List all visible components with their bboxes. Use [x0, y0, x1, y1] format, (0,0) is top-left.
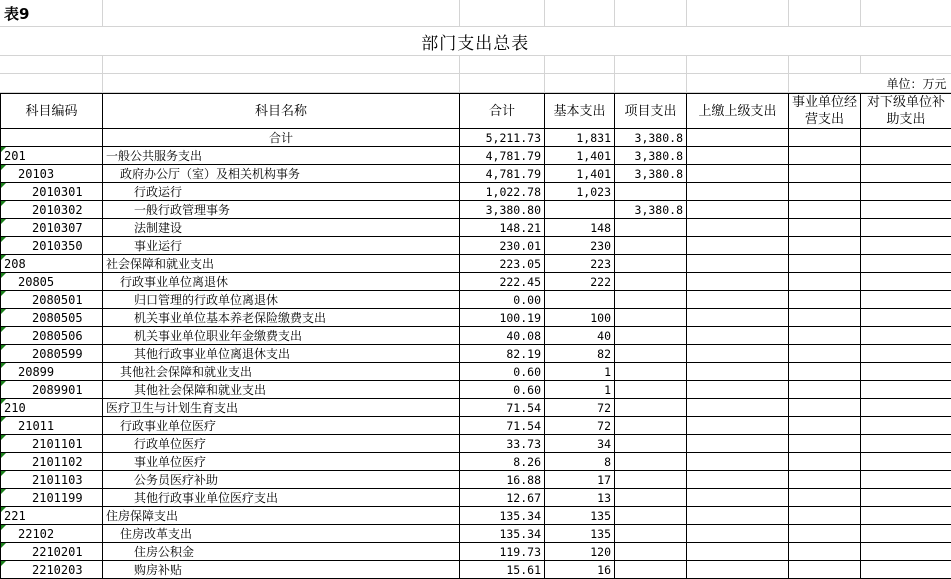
table-row[interactable]	[1, 561, 951, 579]
cell-subsidy[interactable]	[861, 183, 951, 201]
cell-total[interactable]: 1,022.78	[460, 183, 545, 201]
cell-project[interactable]	[615, 417, 687, 435]
cell-upper[interactable]	[687, 471, 789, 489]
cell-upper[interactable]	[687, 309, 789, 327]
cell-subsidy[interactable]	[861, 471, 951, 489]
cell-code[interactable]: 2101199	[1, 489, 103, 507]
table-row[interactable]	[1, 291, 951, 309]
unit-label: 单位：万元	[788, 74, 951, 93]
cell-total[interactable]: 5,211.73	[460, 129, 545, 147]
cell-business[interactable]	[789, 507, 861, 525]
cell-code[interactable]: 20805	[1, 273, 103, 291]
cell-basic[interactable]: 72	[545, 417, 615, 435]
cell-upper[interactable]	[687, 507, 789, 525]
cell-upper[interactable]	[687, 489, 789, 507]
cell-name[interactable]: 事业运行	[103, 237, 460, 255]
cell-project[interactable]	[615, 291, 687, 309]
sheet-header-area	[0, 0, 951, 93]
cell-upper[interactable]	[687, 345, 789, 363]
cell-code[interactable]	[1, 129, 103, 147]
cell-business[interactable]	[789, 129, 861, 147]
cell-project[interactable]	[615, 435, 687, 453]
cell-code[interactable]: 22102	[1, 525, 103, 543]
cell-name[interactable]: 行政事业单位离退休	[103, 273, 460, 291]
header-subsidy: 对下级单位补助支出	[861, 94, 951, 129]
cell-name[interactable]: 医疗卫生与计划生育支出	[103, 399, 460, 417]
cell-code[interactable]: 2101103	[1, 471, 103, 489]
cell-upper[interactable]	[687, 417, 789, 435]
cell-total[interactable]: 135.34	[460, 507, 545, 525]
cell-project[interactable]	[615, 255, 687, 273]
cell-basic[interactable]: 8	[545, 453, 615, 471]
table-header-row	[1, 94, 951, 129]
cell-code[interactable]: 2210203	[1, 561, 103, 579]
cell-upper[interactable]	[687, 363, 789, 381]
cell-code[interactable]: 201	[1, 147, 103, 165]
table-row[interactable]	[1, 237, 951, 255]
cell-name[interactable]: 其他行政事业单位医疗支出	[103, 489, 460, 507]
cell-basic[interactable]: 100	[545, 309, 615, 327]
cell-business[interactable]	[789, 327, 861, 345]
cell-basic[interactable]: 40	[545, 327, 615, 345]
table-row[interactable]	[1, 147, 951, 165]
cell-basic[interactable]: 13	[545, 489, 615, 507]
cell-project[interactable]	[615, 453, 687, 471]
table-row[interactable]	[1, 507, 951, 525]
cell-subsidy[interactable]	[861, 255, 951, 273]
cell-project[interactable]	[615, 561, 687, 579]
cell-project[interactable]	[615, 237, 687, 255]
cell-name[interactable]: 其他行政事业单位离退休支出	[103, 345, 460, 363]
cell-code[interactable]: 21011	[1, 417, 103, 435]
header-business: 事业单位经营支出	[789, 94, 861, 129]
cell-business[interactable]	[789, 147, 861, 165]
cell-project[interactable]	[615, 219, 687, 237]
cell-code[interactable]: 208	[1, 255, 103, 273]
sheet-label: 表9	[0, 0, 102, 27]
cell-upper[interactable]	[687, 129, 789, 147]
cell-total[interactable]: 82.19	[460, 345, 545, 363]
cell-project[interactable]: 3,380.8	[615, 201, 687, 219]
cell-business[interactable]	[789, 165, 861, 183]
cell-code[interactable]: 2101102	[1, 453, 103, 471]
cell-total[interactable]: 3,380.80	[460, 201, 545, 219]
cell-project[interactable]	[615, 471, 687, 489]
cell-code[interactable]: 2080505	[1, 309, 103, 327]
cell-basic[interactable]: 223	[545, 255, 615, 273]
cell-subsidy[interactable]	[861, 219, 951, 237]
cell-code[interactable]: 2089901	[1, 381, 103, 399]
cell-name[interactable]: 社会保障和就业支出	[103, 255, 460, 273]
cell-code[interactable]: 2101101	[1, 435, 103, 453]
cell-subsidy[interactable]	[861, 201, 951, 219]
cell-business[interactable]	[789, 525, 861, 543]
cell-code[interactable]: 210	[1, 399, 103, 417]
cell-name[interactable]: 合计	[103, 129, 460, 147]
cell-business[interactable]	[789, 219, 861, 237]
table-row[interactable]	[1, 219, 951, 237]
cell-code[interactable]: 2010301	[1, 183, 103, 201]
cell-name[interactable]: 住房公积金	[103, 543, 460, 561]
table-row[interactable]	[1, 165, 951, 183]
cell-business[interactable]	[789, 543, 861, 561]
table-row[interactable]	[1, 327, 951, 345]
cell-subsidy[interactable]	[861, 237, 951, 255]
cell-total[interactable]: 0.60	[460, 381, 545, 399]
cell-code[interactable]: 20103	[1, 165, 103, 183]
expenditure-table	[0, 93, 951, 579]
cell-basic[interactable]	[545, 291, 615, 309]
cell-subsidy[interactable]	[861, 273, 951, 291]
cell-upper[interactable]	[687, 291, 789, 309]
cell-total[interactable]: 0.60	[460, 363, 545, 381]
cell-upper[interactable]	[687, 525, 789, 543]
cell-upper[interactable]	[687, 543, 789, 561]
cell-name[interactable]: 购房补贴	[103, 561, 460, 579]
cell-code[interactable]: 2080599	[1, 345, 103, 363]
cell-subsidy[interactable]	[861, 507, 951, 525]
cell-basic[interactable]: 230	[545, 237, 615, 255]
cell-subsidy[interactable]	[861, 399, 951, 417]
cell-subsidy[interactable]	[861, 489, 951, 507]
cell-upper[interactable]	[687, 255, 789, 273]
cell-name[interactable]: 其他社会保障和就业支出	[103, 363, 460, 381]
table-row[interactable]	[1, 363, 951, 381]
cell-subsidy[interactable]	[861, 381, 951, 399]
cell-business[interactable]	[789, 255, 861, 273]
cell-name[interactable]: 归口管理的行政单位离退休	[103, 291, 460, 309]
cell-business[interactable]	[789, 381, 861, 399]
cell-basic[interactable]	[545, 201, 615, 219]
table-row[interactable]	[1, 525, 951, 543]
table-row[interactable]	[1, 489, 951, 507]
cell-name[interactable]: 事业单位医疗	[103, 453, 460, 471]
cell-total[interactable]: 100.19	[460, 309, 545, 327]
cell-project[interactable]	[615, 363, 687, 381]
cell-upper[interactable]	[687, 435, 789, 453]
cell-upper[interactable]	[687, 453, 789, 471]
cell-subsidy[interactable]	[861, 309, 951, 327]
table-body	[1, 129, 951, 579]
cell-basic[interactable]: 1,401	[545, 165, 615, 183]
cell-business[interactable]	[789, 561, 861, 579]
cell-name[interactable]: 行政运行	[103, 183, 460, 201]
cell-upper[interactable]	[687, 219, 789, 237]
cell-upper[interactable]	[687, 147, 789, 165]
cell-total[interactable]: 16.88	[460, 471, 545, 489]
cell-business[interactable]	[789, 399, 861, 417]
cell-total[interactable]: 33.73	[460, 435, 545, 453]
cell-business[interactable]	[789, 471, 861, 489]
header-basic: 基本支出	[545, 94, 615, 129]
cell-name[interactable]: 住房保障支出	[103, 507, 460, 525]
cell-upper[interactable]	[687, 381, 789, 399]
cell-upper[interactable]	[687, 327, 789, 345]
header-total: 合计	[460, 94, 545, 129]
cell-project[interactable]	[615, 183, 687, 201]
cell-subsidy[interactable]	[861, 525, 951, 543]
cell-subsidy[interactable]	[861, 129, 951, 147]
cell-name[interactable]: 一般公共服务支出	[103, 147, 460, 165]
cell-project[interactable]	[615, 381, 687, 399]
cell-basic[interactable]: 135	[545, 525, 615, 543]
header-name: 科目名称	[103, 94, 460, 129]
cell-basic[interactable]: 1,023	[545, 183, 615, 201]
cell-name[interactable]: 公务员医疗补助	[103, 471, 460, 489]
cell-project[interactable]	[615, 327, 687, 345]
cell-total[interactable]: 8.26	[460, 453, 545, 471]
cell-total[interactable]: 148.21	[460, 219, 545, 237]
cell-business[interactable]	[789, 291, 861, 309]
cell-basic[interactable]: 148	[545, 219, 615, 237]
cell-project[interactable]: 3,380.8	[615, 165, 687, 183]
cell-total[interactable]: 230.01	[460, 237, 545, 255]
cell-upper[interactable]	[687, 399, 789, 417]
cell-subsidy[interactable]	[861, 417, 951, 435]
cell-subsidy[interactable]	[861, 165, 951, 183]
cell-subsidy[interactable]	[861, 147, 951, 165]
cell-business[interactable]	[789, 201, 861, 219]
cell-subsidy[interactable]	[861, 291, 951, 309]
cell-code[interactable]: 2210201	[1, 543, 103, 561]
table-row[interactable]	[1, 543, 951, 561]
cell-code[interactable]: 20899	[1, 363, 103, 381]
cell-project[interactable]	[615, 507, 687, 525]
cell-name[interactable]: 住房改革支出	[103, 525, 460, 543]
table-row[interactable]	[1, 345, 951, 363]
cell-total[interactable]: 4,781.79	[460, 165, 545, 183]
cell-project[interactable]	[615, 525, 687, 543]
cell-subsidy[interactable]	[861, 363, 951, 381]
cell-business[interactable]	[789, 183, 861, 201]
cell-name[interactable]: 一般行政管理事务	[103, 201, 460, 219]
cell-name[interactable]: 其他社会保障和就业支出	[103, 381, 460, 399]
cell-basic[interactable]: 82	[545, 345, 615, 363]
cell-business[interactable]	[789, 453, 861, 471]
cell-upper[interactable]	[687, 273, 789, 291]
cell-basic[interactable]: 17	[545, 471, 615, 489]
cell-name[interactable]: 行政单位医疗	[103, 435, 460, 453]
table-row[interactable]	[1, 381, 951, 399]
table-row[interactable]	[1, 399, 951, 417]
cell-code[interactable]: 221	[1, 507, 103, 525]
cell-upper[interactable]	[687, 237, 789, 255]
cell-code[interactable]: 2010307	[1, 219, 103, 237]
cell-basic[interactable]: 1,401	[545, 147, 615, 165]
cell-project[interactable]: 3,380.8	[615, 129, 687, 147]
cell-upper[interactable]	[687, 183, 789, 201]
cell-name[interactable]: 法制建设	[103, 219, 460, 237]
cell-code[interactable]: 2080501	[1, 291, 103, 309]
cell-business[interactable]	[789, 345, 861, 363]
cell-basic[interactable]: 1	[545, 363, 615, 381]
cell-basic[interactable]: 1	[545, 381, 615, 399]
cell-business[interactable]	[789, 435, 861, 453]
cell-code[interactable]: 2010302	[1, 201, 103, 219]
table-row[interactable]	[1, 129, 951, 147]
cell-basic[interactable]: 222	[545, 273, 615, 291]
header-project: 项目支出	[615, 94, 687, 129]
cell-basic[interactable]: 1,831	[545, 129, 615, 147]
cell-subsidy[interactable]	[861, 345, 951, 363]
table-row[interactable]	[1, 183, 951, 201]
table-row[interactable]	[1, 273, 951, 291]
table-row[interactable]	[1, 471, 951, 489]
table-row[interactable]	[1, 453, 951, 471]
page-title: 部门支出总表	[0, 27, 951, 56]
cell-code[interactable]: 2010350	[1, 237, 103, 255]
cell-project[interactable]	[615, 489, 687, 507]
header-upper: 上缴上级支出	[687, 94, 789, 129]
cell-business[interactable]	[789, 417, 861, 435]
cell-upper[interactable]	[687, 165, 789, 183]
cell-name[interactable]: 机关事业单位基本养老保险缴费支出	[103, 309, 460, 327]
table-row[interactable]	[1, 309, 951, 327]
cell-project[interactable]	[615, 309, 687, 327]
cell-project[interactable]	[615, 273, 687, 291]
cell-basic[interactable]: 72	[545, 399, 615, 417]
cell-subsidy[interactable]	[861, 561, 951, 579]
cell-code[interactable]: 2080506	[1, 327, 103, 345]
cell-basic[interactable]: 135	[545, 507, 615, 525]
cell-project[interactable]	[615, 399, 687, 417]
cell-subsidy[interactable]	[861, 435, 951, 453]
cell-total[interactable]: 15.61	[460, 561, 545, 579]
cell-total[interactable]: 71.54	[460, 399, 545, 417]
cell-name[interactable]: 行政事业单位医疗	[103, 417, 460, 435]
table-row[interactable]	[1, 255, 951, 273]
cell-project[interactable]: 3,380.8	[615, 147, 687, 165]
cell-project[interactable]	[615, 543, 687, 561]
cell-business[interactable]	[789, 489, 861, 507]
cell-business[interactable]	[789, 273, 861, 291]
cell-business[interactable]	[789, 237, 861, 255]
cell-basic[interactable]: 34	[545, 435, 615, 453]
cell-project[interactable]	[615, 345, 687, 363]
cell-name[interactable]: 机关事业单位职业年金缴费支出	[103, 327, 460, 345]
table-row[interactable]	[1, 201, 951, 219]
cell-business[interactable]	[789, 309, 861, 327]
header-code: 科目编码	[1, 94, 103, 129]
cell-subsidy[interactable]	[861, 327, 951, 345]
cell-total[interactable]: 135.34	[460, 525, 545, 543]
cell-total[interactable]: 223.05	[460, 255, 545, 273]
table-row[interactable]	[1, 417, 951, 435]
cell-total[interactable]: 40.08	[460, 327, 545, 345]
table-row[interactable]	[1, 435, 951, 453]
cell-subsidy[interactable]	[861, 543, 951, 561]
cell-upper[interactable]	[687, 561, 789, 579]
cell-total[interactable]: 222.45	[460, 273, 545, 291]
cell-total[interactable]: 0.00	[460, 291, 545, 309]
cell-name[interactable]: 政府办公厅（室）及相关机构事务	[103, 165, 460, 183]
cell-total[interactable]: 71.54	[460, 417, 545, 435]
cell-basic[interactable]: 120	[545, 543, 615, 561]
cell-total[interactable]: 4,781.79	[460, 147, 545, 165]
cell-upper[interactable]	[687, 201, 789, 219]
cell-subsidy[interactable]	[861, 453, 951, 471]
cell-total[interactable]: 119.73	[460, 543, 545, 561]
cell-basic[interactable]: 16	[545, 561, 615, 579]
cell-total[interactable]: 12.67	[460, 489, 545, 507]
cell-business[interactable]	[789, 363, 861, 381]
